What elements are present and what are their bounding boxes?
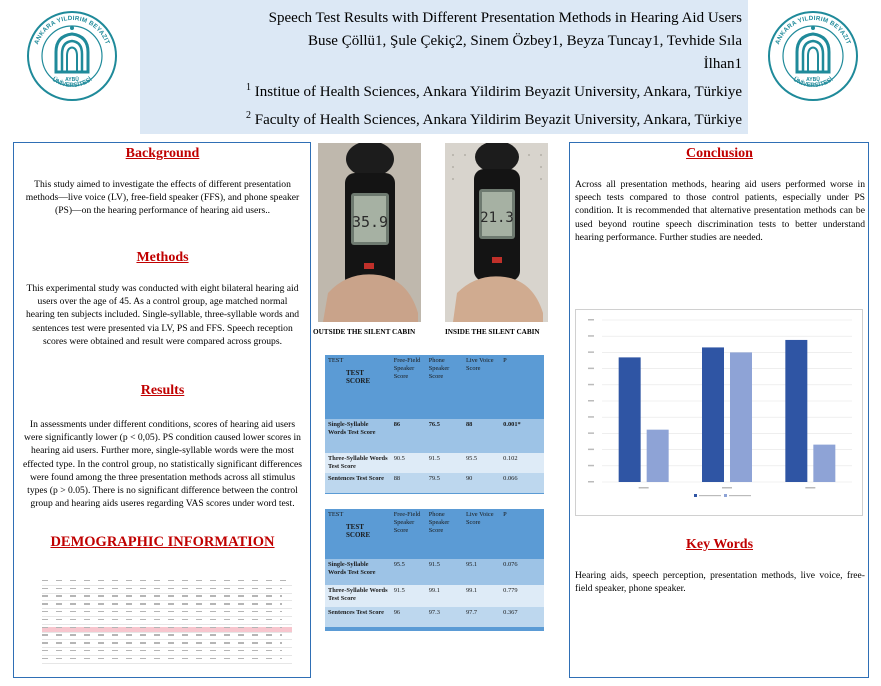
table1-corner: TEST TEST SCORE <box>325 355 391 419</box>
y-tick-label <box>588 432 594 434</box>
background-heading: Background <box>125 146 200 161</box>
table2-col-ffs: Free-Field Speaker Score <box>391 509 426 559</box>
x-tick-label <box>805 487 815 489</box>
poster-title: Speech Test Results with Different Presentation Methods in Hearing Aid Users <box>268 10 742 26</box>
chart-bar <box>813 445 835 482</box>
y-tick-label <box>588 449 594 451</box>
methods-heading: Methods <box>136 250 189 265</box>
chart-bar <box>730 352 752 482</box>
chart-bar <box>619 357 641 482</box>
photo-outside-cabin <box>318 143 421 322</box>
table-row: Sentences Test Score 96 97.3 97.7 0.367 <box>325 607 544 627</box>
y-tick-label <box>588 368 594 370</box>
table1-col-ffs: Free-Field Speaker Score <box>391 355 426 419</box>
table2-col-p: P <box>500 509 544 559</box>
y-tick-label <box>588 400 594 402</box>
table2-col-lv: Live Voice Score <box>463 509 500 559</box>
demographic-row <box>42 603 292 609</box>
demographic-row <box>42 619 292 625</box>
chart-bar <box>647 430 669 482</box>
demographic-row <box>42 627 292 633</box>
demographic-heading: DEMOGRAPHIC INFORMATION <box>50 534 275 550</box>
chart-bar <box>702 347 724 482</box>
caption-inside-cabin: INSIDE THE SILENT CABIN <box>445 328 540 336</box>
logo-abbr: AYBÜ <box>65 77 79 83</box>
y-tick-label <box>588 481 594 483</box>
table1-col-lv: Live Voice Score <box>463 355 500 419</box>
demographic-row <box>42 642 292 648</box>
table-row: Single-Syllable Words Test Score 95.5 91.5 95.1 0.076 <box>325 559 544 585</box>
table2-corner: TEST TEST SCORE <box>325 509 391 559</box>
affiliation-1: $^1$ Institue of Health Sciences, Ankara Yildirim Beyazit University, Ankara, Türkiye <box>246 82 742 100</box>
conclusion-heading: Conclusion <box>686 146 753 161</box>
chart-svg <box>576 310 862 515</box>
y-tick-label <box>588 465 594 467</box>
table2-col-ps: Phone Speaker Score <box>426 509 463 559</box>
results-heading: Results <box>140 383 185 398</box>
legend-swatch <box>694 494 697 497</box>
photo-inside-cabin <box>445 143 548 322</box>
x-tick-label <box>639 487 649 489</box>
table1-col-p: P <box>500 355 544 419</box>
legend-label <box>699 495 721 496</box>
affiliation-2: $^2$ Faculty of Health Sciences, Ankara Yildirim Beyazit University, Ankara, Türkiye <box>246 110 742 128</box>
legend-swatch <box>724 494 727 497</box>
methods-text: This experimental study was conducted with eight bilateral hearing aid users over the age of 45. As a control group, age matched normal hearing ten subjects included. Single-syllable, three-syllable words and sentences test were presented via LV, PS and FFS. Speech reception scores were obtained and result were compared across groups. <box>25 283 300 347</box>
demographic-row <box>42 650 292 656</box>
caption-outside-cabin: OUTSIDE THE SILENT CABIN <box>313 328 416 336</box>
results-text: In assessments under different conditions, scores of hearing aid users were significantly lower (p < 0,05). PS condition caused lower scores in hearing aid users. Further more, single-syllable words were the most effected type. In the control group, no statistically significant differences were found among the three presentation methods across all stimulus types (p > 0.05). There is no significant difference between the control group and hearing aids useres regarding VAS scores under word test. <box>22 419 303 510</box>
chart-bar <box>785 340 807 482</box>
svg-text:ÜNİVERSİTESİ: ÜNİVERSİTESİ <box>50 76 94 89</box>
svg-text:ÜNİVERSİTESİ: ÜNİVERSİTESİ <box>791 76 835 89</box>
y-tick-label <box>588 416 594 418</box>
demographic-row <box>42 580 292 586</box>
meter-reading-2: 21.3 <box>480 210 514 226</box>
svg-text:AYBÜ: AYBÜ <box>806 77 820 83</box>
authors-line-2: İlhan1 <box>703 56 742 72</box>
y-tick-label <box>588 335 594 337</box>
table-row: Single-Syllable Words Test Score 86 76.5 88 0.001* <box>325 419 544 453</box>
y-tick-label <box>588 319 594 321</box>
demographic-row <box>42 611 292 617</box>
keywords-text: Hearing aids, speech perception, presentation methods, live voice, free-field speaker, phone speaker. <box>575 570 865 595</box>
results-table-control <box>325 509 544 631</box>
background-text: This study aimed to investigate the effects of different presentation methods—live voice (LV), free-field speaker (FFS), and phone speaker (PS)—on the hearing performance of hearing aid users.. <box>25 179 300 217</box>
x-tick-label <box>722 487 732 489</box>
demographic-row <box>42 658 292 664</box>
y-tick-label <box>588 384 594 386</box>
demographic-row <box>42 634 292 640</box>
keywords-heading: Key Words <box>685 537 754 552</box>
results-table-hearing-aid <box>325 355 544 494</box>
table-row: Sentences Test Score 88 79.5 90 0.066 <box>325 473 544 493</box>
meter-reading-1: 35.9 <box>351 213 389 231</box>
table-row: Three-Syllable Words Test Score 91.5 99.1 99.1 0.779 <box>325 585 544 607</box>
university-logo-right <box>767 10 859 102</box>
legend-label <box>729 495 751 496</box>
table-row: Three-Syllable Words Test Score 90.5 91.5 95.5 0.102 <box>325 453 544 473</box>
university-logo-left <box>26 10 118 102</box>
conclusion-text: Across all presentation methods, hearing aid users performed worse in speech tests compared to those control patients, especially under PS condition. It is recommended that alternative presentation methods can be used beyond routine speech discrimination tests to better understand hearing performance. Further studies are needed. <box>575 179 865 243</box>
table1-col-ps: Phone Speaker Score <box>426 355 463 419</box>
demographic-row <box>42 588 292 594</box>
y-tick-label <box>588 351 594 353</box>
poster-title-block <box>150 7 742 132</box>
results-bar-chart <box>575 309 863 516</box>
svg-text:ANKARA YILDIRIM BEYAZIT: ANKARA YILDIRIM BEYAZIT <box>774 14 852 46</box>
demographic-row <box>42 595 292 601</box>
demographic-table-thumbnail <box>42 578 292 664</box>
authors-line-1: Buse Çöllü1, Şule Çekiç2, Sinem Özbey1, Beyza Tuncay1, Tevhide Sıla <box>307 33 742 49</box>
svg-text:ANKARA YILDIRIM BEYAZIT: ANKARA YILDIRIM BEYAZIT <box>33 14 111 46</box>
